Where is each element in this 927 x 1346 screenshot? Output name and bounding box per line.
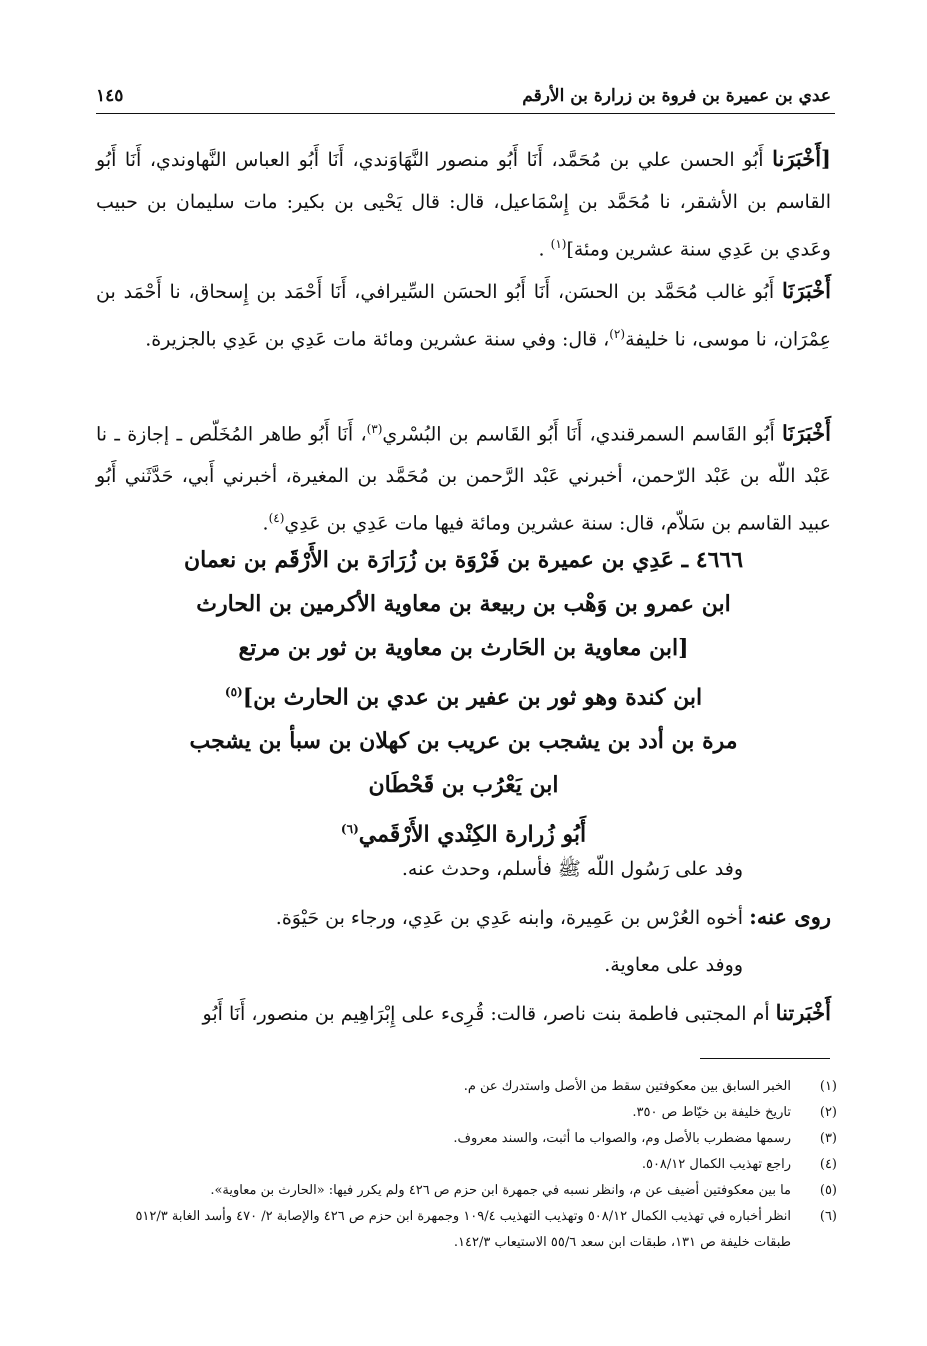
footnote-5-number: (٥) <box>819 1183 837 1198</box>
paragraph-7-keyword: أَخْبَرتنا <box>775 1000 831 1025</box>
paragraph-2-text: أَبُو غالب مُحَمَّد بن الحسَن، أَنَا أَبُو الحسَن السِّيرافي، أَنَا أَحْمَد بن إِسحاق، نا أَحْمَد بن عِمْرَان، نا موسى، نا خليفة <box>96 281 831 351</box>
footnote-4 <box>96 1152 837 1178</box>
footnote-5 <box>96 1178 837 1204</box>
footnote-2 <box>96 1100 837 1126</box>
paragraph-4-text: وفد على رَسُول اللّه ﷺ فأسلم، وحدث عنه. <box>401 858 743 880</box>
biography-entry-heading <box>140 538 787 857</box>
paragraph-5-keyword: روى عنه: <box>749 904 831 929</box>
paragraph-7 <box>96 992 831 1035</box>
footnote-ref-6: (٦) <box>340 822 359 837</box>
entry-line-6: ابن يَعْرُب بن قَحْطَان <box>368 772 559 799</box>
paragraph-2-tail: ، قال: وفي سنة عشرين ومائة مات عَدِي بن عَدِي بالجزيرة. <box>145 328 610 351</box>
entry-line-3: [ابن معاوية بن الحَارث بن معاوية بن ثور بن مرتع <box>238 635 689 661</box>
paragraph-7-text: أم المجتبى فاطمة بنت ناصر، قالت: قُرِىء على إِبْرَاهِيم بن منصور، أَنَا أَبُو <box>202 1003 776 1025</box>
footnote-1 <box>96 1074 837 1100</box>
footnote-ref-1: (١) <box>550 237 567 251</box>
paragraph-3-keyword: أَخْبَرَنَا <box>782 420 831 446</box>
footnote-1-text: الخبر السابق بين معكوفتين سقط من الأصل واستدرك عن م. <box>463 1079 791 1094</box>
running-header <box>96 86 831 116</box>
entry-line-4-text: ابن كندة وهو ثور بن عفير بن عدي بن الحارث بن] <box>242 684 703 711</box>
running-header-title: عدي بن عميرة بن فروة بن زرارة بن الأرقم <box>522 86 831 106</box>
paragraph-1-tail: . <box>538 238 551 261</box>
footnote-4-text: راجع تهذيب الكمال ٥٠٨/١٢. <box>641 1157 791 1172</box>
footnotes <box>96 1074 837 1256</box>
paragraph-1-keyword: [أَخْبَرَنا <box>772 146 831 171</box>
footnote-separator <box>700 1058 830 1059</box>
footnote-ref-4: (٤) <box>268 511 285 526</box>
paragraph-4 <box>96 848 831 890</box>
paragraph-1 <box>96 138 831 270</box>
paragraph-1-text: أَبُو الحسن علي بن مُحَمَّد، أَنَا أَبُو منصور النَّهَاوَندي، أَنَا أَبُو العباس النَّهاوندي، أَنَا أَبُو القاسم بن الأشقر، نا مُحَمَّد بن إِسْمَاعيل، قال: قال يَحْيى بن بكير: مات سليمان بن حبيب وعَدي بن عَدِي سنة عشرين ومئة] <box>96 149 831 261</box>
footnote-4-number: (٤) <box>819 1157 837 1172</box>
paragraph-5 <box>96 896 831 939</box>
footnote-3-text: رسمها مضطرب بالأصل وم، والصواب ما أثبت، والسند معروف. <box>453 1131 791 1146</box>
paragraph-3 <box>96 408 831 545</box>
footnote-6 <box>96 1204 837 1256</box>
paragraph-2 <box>96 270 831 360</box>
entry-line-1: ٤٦٦٦ ـ عَدِي بن عميرة بن فَرْوَة بن زُرَارَة بن الأَرْقَم بن نعمان <box>183 547 744 573</box>
paragraph-6-text: ووفد على معاوية. <box>604 954 743 976</box>
footnote-ref-3: (٣) <box>366 422 383 436</box>
entry-line-4 <box>140 670 787 719</box>
footnote-2-number: (٢) <box>819 1105 837 1120</box>
page-number: ١٤٥ <box>96 86 124 106</box>
footnote-6-number: (٦) <box>819 1209 837 1224</box>
footnote-3 <box>96 1126 837 1152</box>
entry-line-7-text: أَبُو زُرارة الكِنْدي الأَرْقَمي <box>358 821 587 848</box>
paragraph-2-keyword: أَخْبَرَنَا <box>782 278 831 303</box>
header-rule <box>96 113 835 114</box>
footnote-ref-5: (٥) <box>224 685 243 699</box>
footnote-1-number: (١) <box>819 1079 837 1094</box>
footnote-2-text: تاريخ خليفة بن خيّاط ص ٣٥٠. <box>632 1105 791 1120</box>
footnote-5-text: ما بين معكوفتين أضيف عن م، وانظر نسبه في جمهرة ابن حزم ص ٤٢٦ ولم يكرر فيها: «الحارث بن معاوية». <box>210 1183 791 1198</box>
paragraph-5-text: أخوه العُرْس بن عَمِيرة، وابنه عَدِي بن عَدِي، ورجاء بن حَيْوَة. <box>275 907 750 929</box>
entry-line-2: ابن عمرو بن وَهْب بن ربيعة بن معاوية الأكرمين بن الحارث <box>196 591 731 617</box>
footnote-6-text: انظر أخباره في تهذيب الكمال ٥٠٨/١٢ وتهذيب التهذيب ١٠٩/٤ وجمهرة ابن حزم ص ٤٢٦ والإصابة ٢/ ٤٧٠ وأسد الغابة ٥١٢/٣ طبقات خليفة ص ١٣١، طبقات ابن سعد ٥٥/٦ الاستيعاب ١٤٢/٣. <box>135 1209 791 1250</box>
paragraph-3-text-b: ، أَنَا أَبُو طاهر المُخَلّص ـ إجازة ـ نا عَبْد اللّه بن عَبْد الرّحمن، أخبرني عَبْد الرَّحمن بن مُحَمَّد بن المغيرة، أخبرني أَبي، حَدَّثَني أَبُو عبيد القاسم بن سَلاّم، قال: سنة عشرين ومائة فيها مات عَدِي بن عَدِي <box>96 423 831 535</box>
paragraph-6 <box>96 944 831 986</box>
entry-line-5: مرة بن أدد بن يشجب بن عريب بن كهلان بن سبأ بن يشجب <box>189 728 738 755</box>
paragraph-3-tail: . <box>262 512 269 535</box>
footnote-3-number: (٣) <box>819 1131 837 1146</box>
paragraph-3-text-a: أَبُو القَاسم السمرقندي، أَنَا أَبُو القَاسم بن البُسْري <box>382 423 783 446</box>
footnote-ref-2: (٢) <box>609 327 626 341</box>
